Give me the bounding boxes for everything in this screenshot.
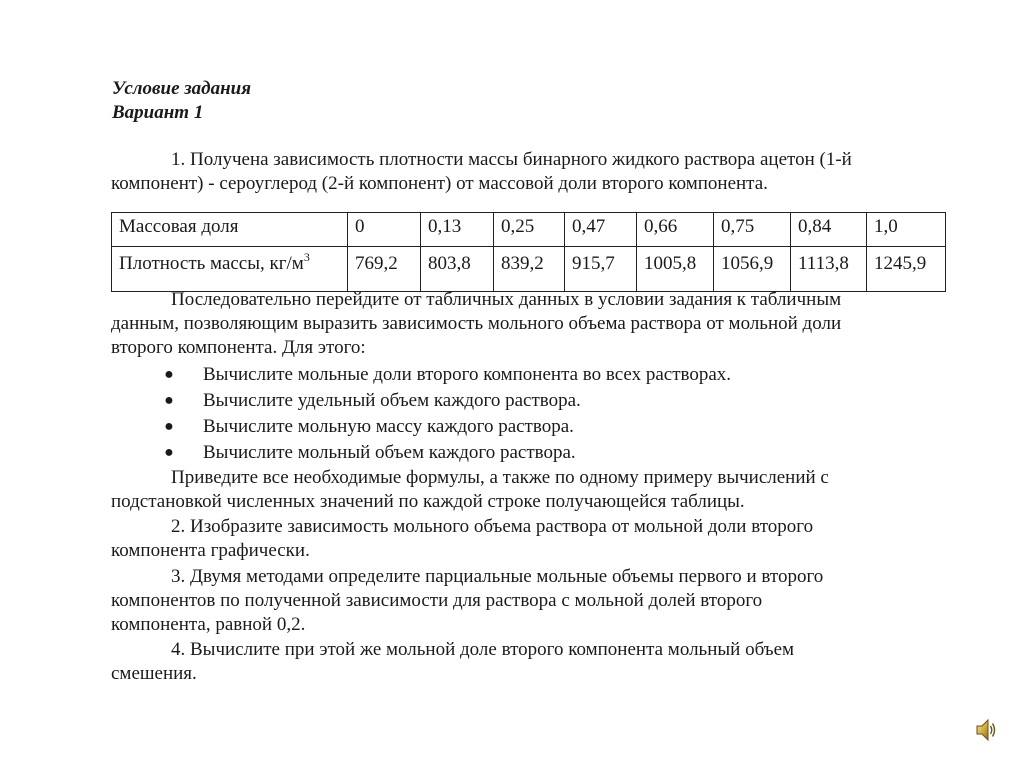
table-row-label: Плотность массы, кг/м <box>119 253 304 274</box>
task3-line3: компонента, равной 0,2. <box>111 614 306 635</box>
table-cell: 0,66 <box>637 213 714 247</box>
formulas-line1: Приведите все необходимые формулы, а также по одному примеру вычислений с <box>171 467 829 488</box>
table-cell: 0,25 <box>494 213 565 247</box>
table-cell: 0,47 <box>565 213 637 247</box>
instructions-line1: Последовательно перейдите от табличных данных в условии задания к табличным <box>171 289 842 310</box>
table-cell: 0,84 <box>791 213 867 247</box>
bullet-icon: ● <box>164 444 174 461</box>
bullet-item: Вычислите мольный объем каждого раствора. <box>203 442 576 463</box>
task1-line1: 1. Получена зависимость плотности массы бинарного жидкого раствора ацетон (1-й <box>171 149 852 170</box>
speaker-icon[interactable] <box>975 717 997 743</box>
table-cell: 1,0 <box>867 213 946 247</box>
heading-variant: Вариант 1 <box>112 102 204 123</box>
table-cell: 1245,9 <box>867 247 946 292</box>
bullet-icon: ● <box>164 366 174 383</box>
task1-line2: компонент) - сероуглерод (2-й компонент) от массовой доли второго компонента. <box>111 173 768 194</box>
unit-exponent: 3 <box>303 250 310 264</box>
table-cell: 0 <box>348 213 421 247</box>
bullet-item: Вычислите мольные доли второго компонента во всех растворах. <box>203 364 732 385</box>
task3-line2: компонентов по полученной зависимости для раствора с мольной долей второго <box>111 590 763 611</box>
table-cell: 1113,8 <box>791 247 867 292</box>
density-table <box>111 212 946 292</box>
bullet-item: Вычислите удельный объем каждого раствора. <box>203 390 581 411</box>
table-cell: 1005,8 <box>637 247 714 292</box>
table-cell: 1056,9 <box>714 247 791 292</box>
heading-title: Условие задания <box>112 78 251 99</box>
table-cell: 839,2 <box>494 247 565 292</box>
table-row-density <box>112 247 946 292</box>
table-cell: 0,13 <box>421 213 494 247</box>
table-cell: 803,8 <box>421 247 494 292</box>
table-cell: 769,2 <box>348 247 421 292</box>
task2-line1: 2. Изобразите зависимость мольного объема раствора от мольной доли второго <box>171 516 814 537</box>
instructions-line2: данным, позволяющим выразить зависимость мольного объема раствора от мольной доли <box>111 313 842 334</box>
instructions-line3: второго компонента. Для этого: <box>111 337 366 358</box>
table-row-label-cell <box>112 247 348 292</box>
task2-line2: компонента графически. <box>111 540 310 561</box>
task4-line2: смешения. <box>111 663 197 684</box>
table-cell: 915,7 <box>565 247 637 292</box>
bullet-icon: ● <box>164 392 174 409</box>
table-row-label: Массовая доля <box>112 213 348 247</box>
bullet-item: Вычислите мольную массу каждого раствора. <box>203 416 574 437</box>
formulas-line2: подстановкой численных значений по каждой строке получающейся таблицы. <box>111 491 745 512</box>
table-row-mass-fraction <box>112 213 946 247</box>
task4-line1: 4. Вычислите при этой же мольной доле второго компонента мольный объем <box>171 639 795 660</box>
task3-line1: 3. Двумя методами определите парциальные мольные объемы первого и второго <box>171 566 824 587</box>
bullet-icon: ● <box>164 418 174 435</box>
table-cell: 0,75 <box>714 213 791 247</box>
